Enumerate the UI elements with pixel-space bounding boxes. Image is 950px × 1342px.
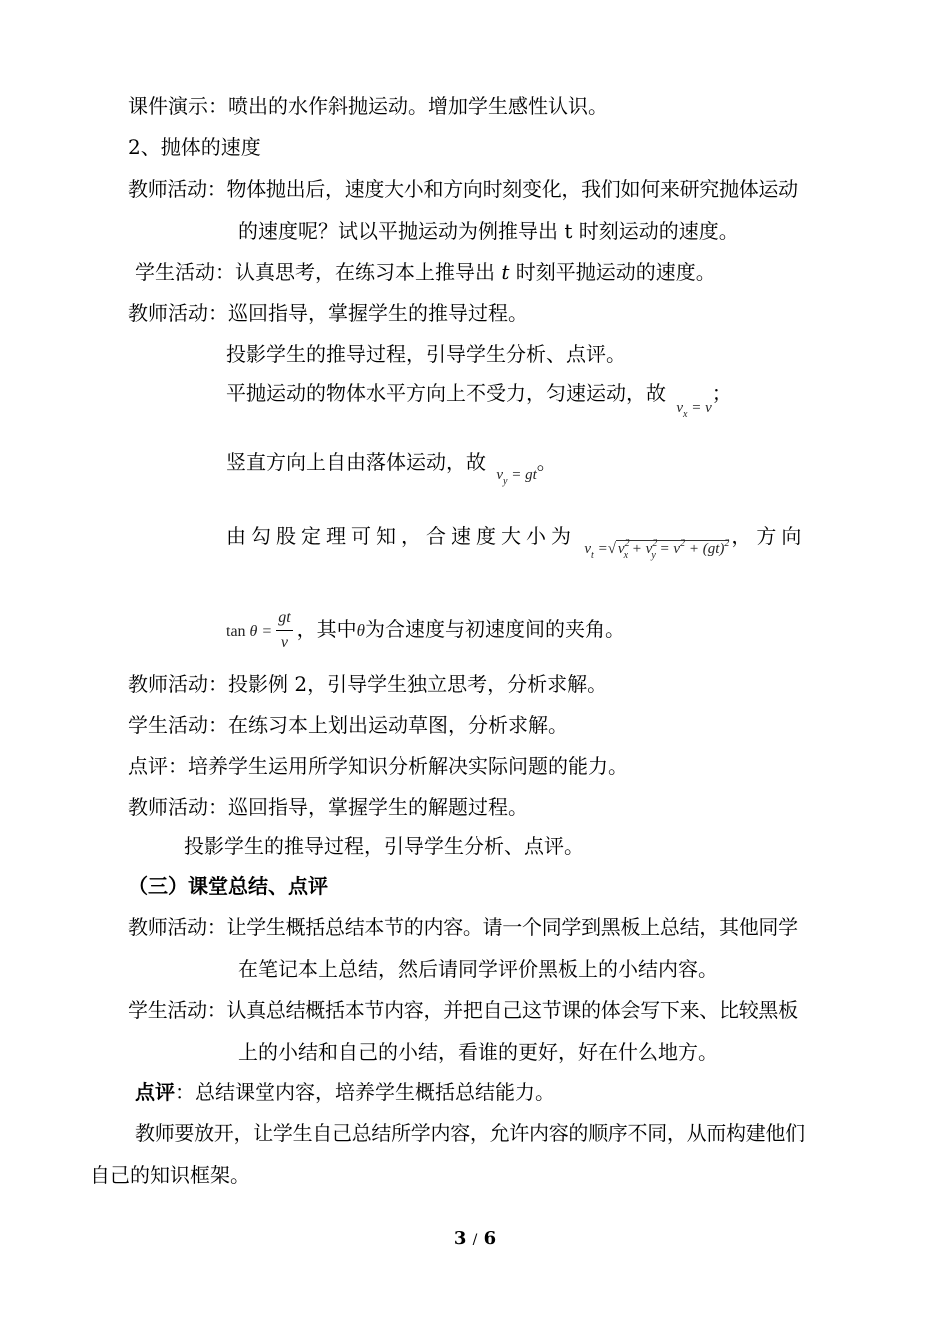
line-project-derivation-2: 投影学生的推导过程，引导学生分析、点评。 [184, 834, 584, 858]
line-teacher-activity-5: 教师活动：让学生概括总结本节的内容。请一个同学到黑板上总结，其他同学 [128, 915, 798, 939]
comment-text: ：总结课堂内容，培养学生概括总结能力。 [175, 1080, 555, 1104]
line-teacher-activity-5-cont: 在笔记本上总结，然后请同学评价黑板上的小结内容。 [238, 957, 718, 981]
line-comment-1: 点评：培养学生运用所学知识分析解决实际问题的能力。 [128, 754, 628, 778]
line-tan-theta [226, 608, 625, 657]
semicolon: ； [711, 381, 732, 405]
page-number [0, 1228, 950, 1249]
page-current: 3 [453, 1228, 467, 1249]
page-separator: / [472, 1232, 478, 1248]
time-variable-t: t [501, 260, 510, 284]
horizontal-text: 平抛运动的物体水平方向上不受力，匀速运动，故 [226, 381, 666, 405]
line-teacher-activity-1-cont: 的速度呢？试以平抛运动为例推导出 t 时刻运动的速度。 [238, 219, 739, 243]
vertical-text: 竖直方向上自由落体运动，故 [226, 450, 486, 474]
line-student-activity-2: 学生活动：在练习本上划出运动草图，分析求解。 [128, 713, 568, 737]
direction-text: ，方向 [731, 524, 807, 548]
line-teacher-note: 教师要放开，让学生自己总结所学内容，允许内容的顺序不同，从而构建他们 [135, 1121, 805, 1145]
line-pythagorean [226, 522, 807, 561]
line-vertical-freefall [226, 450, 557, 487]
line-teacher-activity-2: 教师活动：巡回指导，掌握学生的推导过程。 [128, 301, 528, 325]
line-teacher-activity-3: 教师活动：投影例 2，引导学生独立思考，分析求解。 [128, 672, 608, 696]
section-heading-projectile-velocity: 2、抛体的速度 [128, 135, 261, 159]
line-teacher-activity-1: 教师活动：物体抛出后，速度大小和方向时刻变化，我们如何来研究抛体运动 [128, 177, 798, 201]
line-teacher-activity-4: 教师活动：巡回指导，掌握学生的解题过程。 [128, 795, 528, 819]
where-text: ，其中 [296, 617, 357, 642]
line-student-activity-3-cont: 上的小结和自己的小结，看谁的更好，好在什么地方。 [238, 1040, 718, 1064]
formula-vt: $v_t$ =√ $v^2_x + v^2_y = v^2 + (gt)^2$ [584, 538, 730, 561]
period: 。 [536, 450, 557, 474]
comment-label: 点评 [135, 1080, 175, 1104]
formula-vx: $v_x = v$ [676, 400, 712, 420]
line-student-activity-1 [135, 260, 716, 284]
formula-vy: $v_y$ = gt [496, 467, 537, 487]
page-total: 6 [483, 1228, 497, 1249]
formula-tan-theta: tan θ = $\frac{gt}{v}$ [226, 608, 297, 657]
line-courseware-demo: 课件演示：喷出的水作斜抛运动。增加学生感性认识。 [128, 94, 608, 118]
line-student-activity-3: 学生活动：认真总结概括本节内容，并把自己这节课的体会写下来、比较黑板 [128, 998, 798, 1022]
line-comment-2 [135, 1080, 555, 1104]
pythagorean-text: 由勾股定理可知，合速度大小为 [226, 524, 576, 548]
theta-symbol: θ [356, 621, 366, 641]
section-heading-summary: （三）课堂总结、点评 [128, 874, 328, 898]
student-activity-1-b: 时刻平抛运动的速度。 [515, 260, 716, 284]
student-activity-1-a: 学生活动：认真思考，在练习本上推导出 [135, 260, 495, 284]
angle-desc: 为合速度与初速度间的夹角。 [365, 617, 626, 642]
line-teacher-note-cont: 自己的知识框架。 [90, 1163, 250, 1187]
line-horizontal-uniform [226, 381, 732, 420]
line-project-derivation: 投影学生的推导过程，引导学生分析、点评。 [226, 342, 626, 366]
